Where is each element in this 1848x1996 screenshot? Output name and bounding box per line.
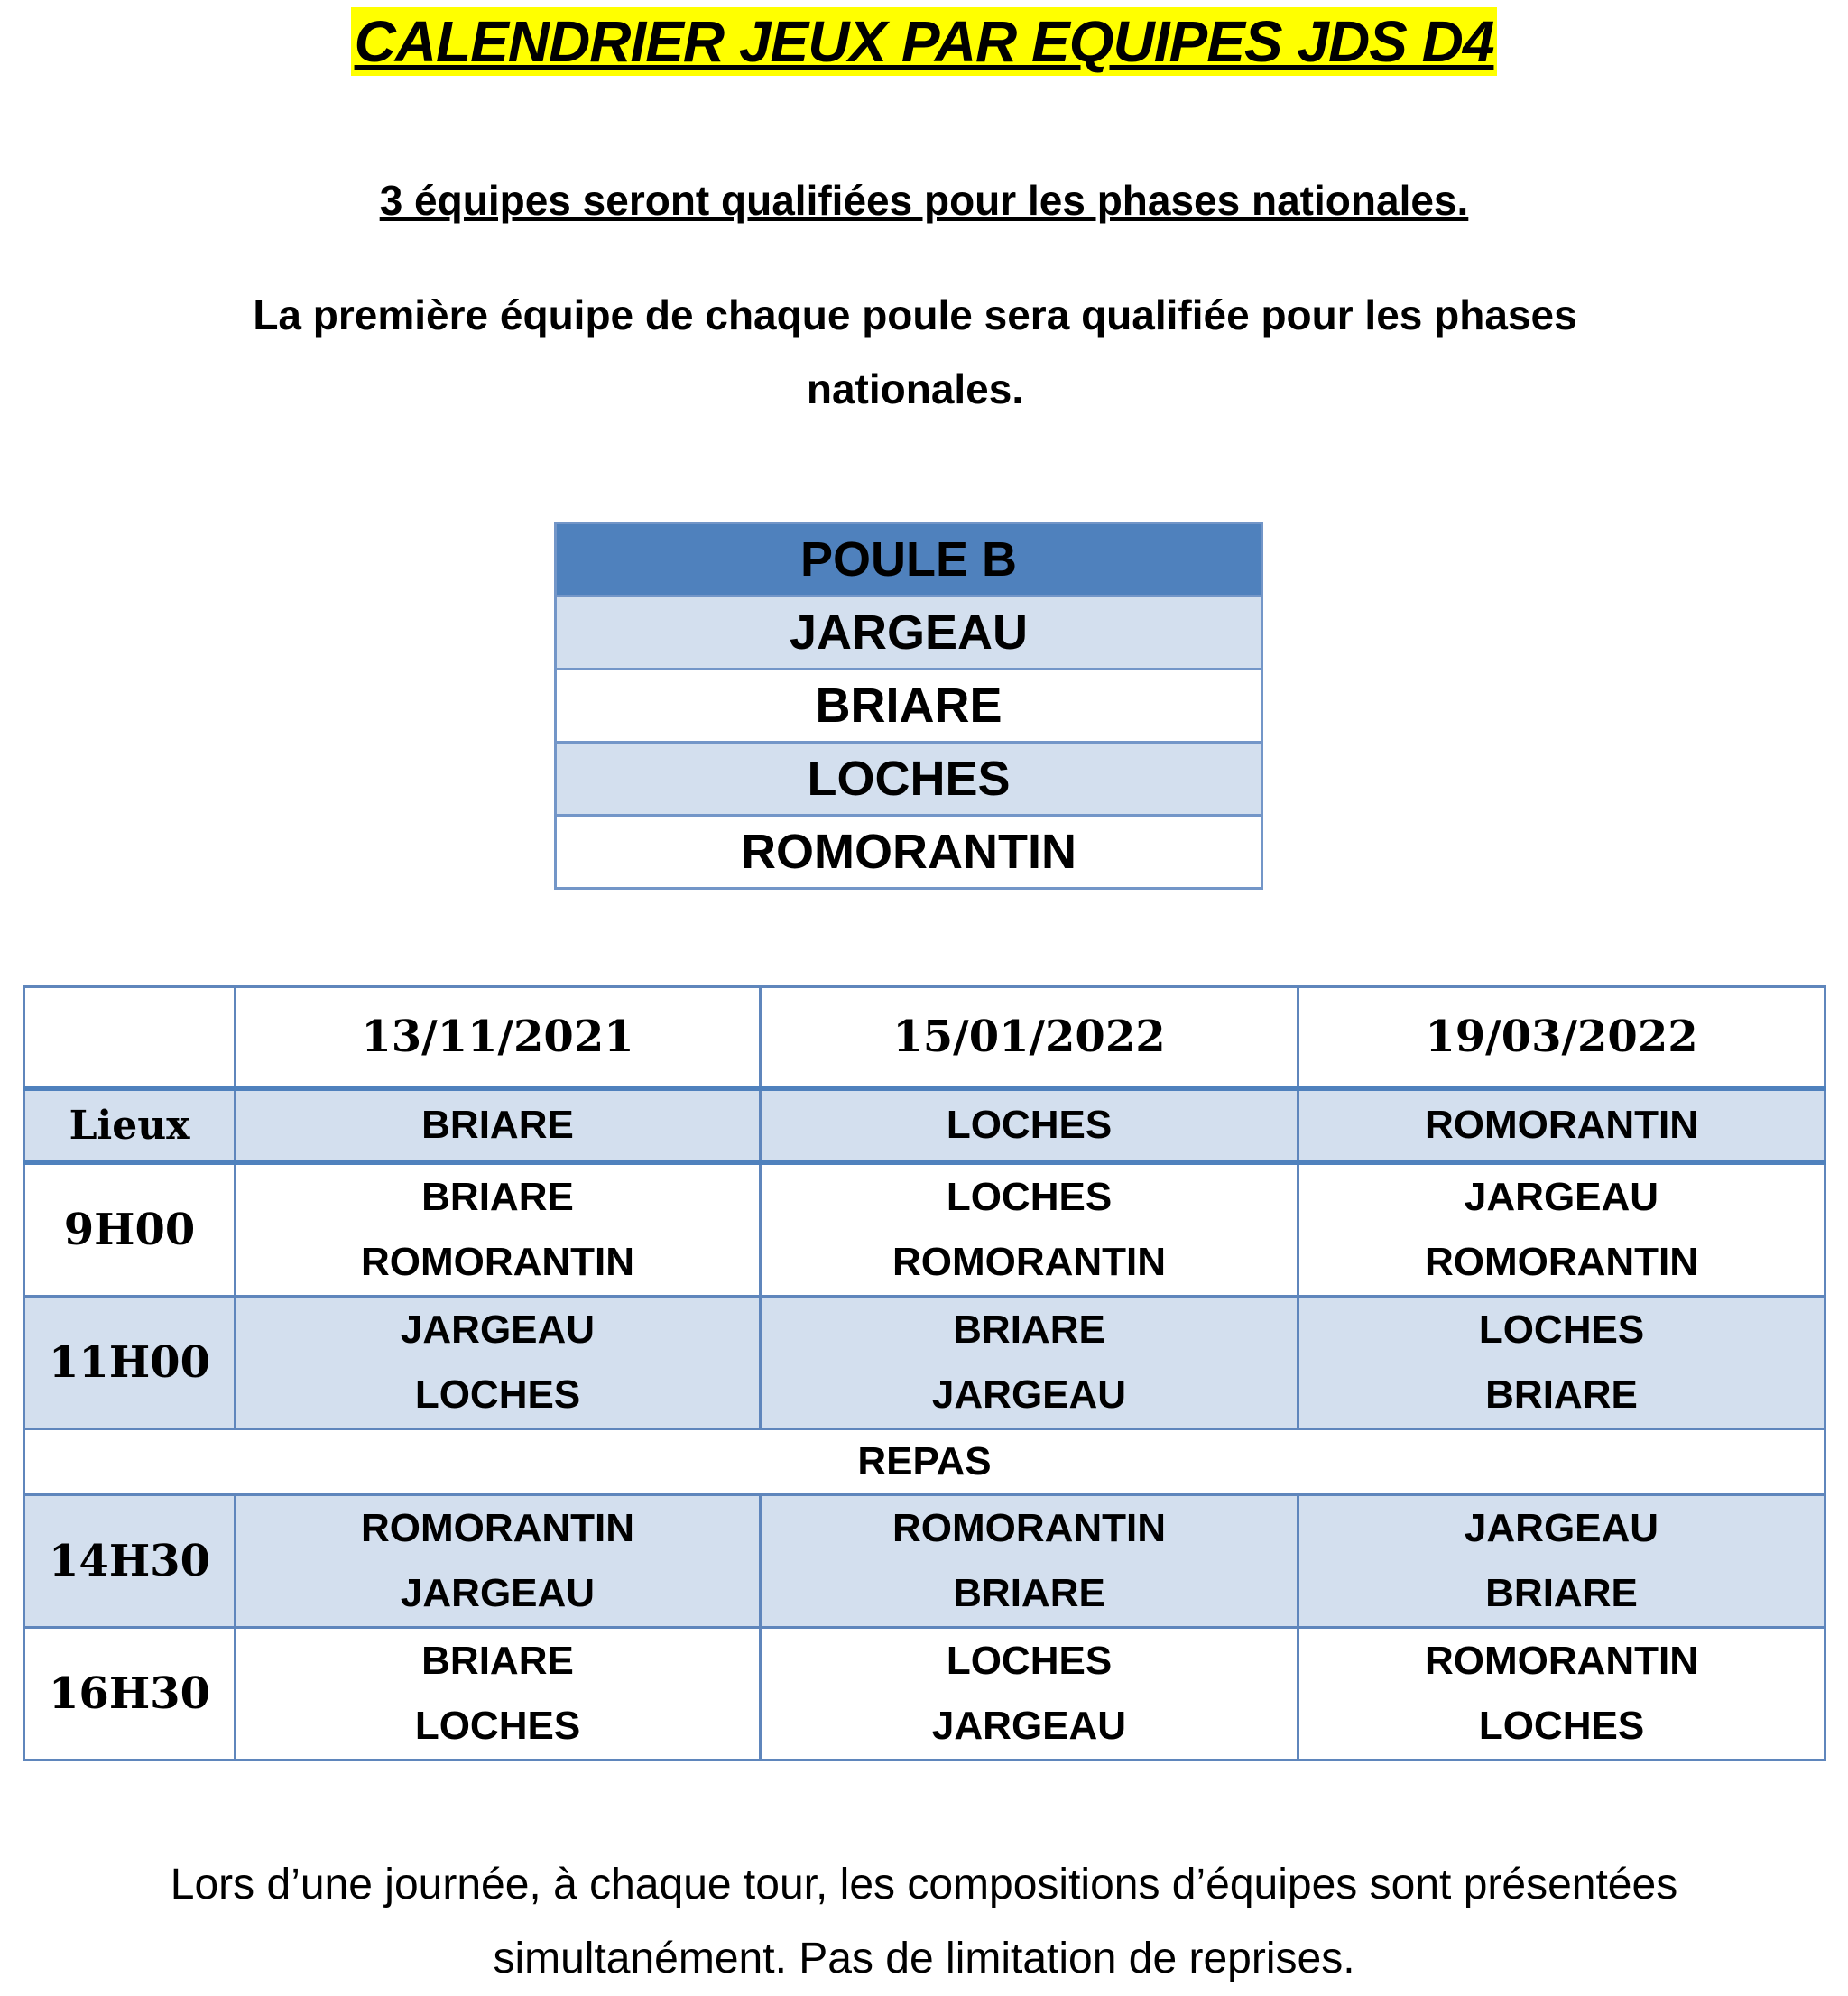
team-name: LOCHES	[1478, 1308, 1645, 1352]
team-name: BRIARE	[953, 1571, 1105, 1615]
team-name: JARGEAU	[400, 1571, 596, 1615]
team-name: JARGEAU	[400, 1308, 596, 1352]
time-cell: 16H30	[24, 1628, 236, 1760]
team-name: BRIARE	[953, 1308, 1105, 1352]
team-name: ROMORANTIN	[1424, 1639, 1699, 1683]
team-name: LOCHES	[414, 1704, 581, 1748]
repas-row	[24, 1429, 1825, 1495]
match-cell	[1298, 1162, 1825, 1297]
lieu-cell: ROMORANTIN	[1298, 1088, 1825, 1162]
team-name: ROMORANTIN	[892, 1240, 1167, 1284]
empty-corner-cell	[24, 987, 236, 1089]
repas-cell: REPAS	[24, 1429, 1825, 1495]
team-name: JARGEAU	[1464, 1506, 1659, 1550]
team-name: LOCHES	[414, 1372, 581, 1417]
match-cell	[761, 1495, 1298, 1628]
match-cell	[761, 1162, 1298, 1297]
time-cell: 11H00	[24, 1297, 236, 1429]
date-header: 13/11/2021	[236, 987, 761, 1089]
match-cell	[1298, 1297, 1825, 1429]
date-header: 19/03/2022	[1298, 987, 1825, 1089]
team-name: JARGEAU	[931, 1704, 1127, 1748]
time-slot-row	[24, 1297, 1825, 1429]
match-cell	[1298, 1495, 1825, 1628]
intro-paragraph: La première équipe de chaque poule sera qualifiée pour les phases nationales.	[253, 291, 1577, 412]
match-cell	[761, 1628, 1298, 1760]
team-name: LOCHES	[946, 1175, 1113, 1219]
dates-row	[24, 987, 1825, 1089]
team-name: BRIARE	[421, 1175, 574, 1219]
team-name: BRIARE	[1485, 1372, 1638, 1417]
team-name: ROMORANTIN	[1424, 1240, 1699, 1284]
poule-team: ROMORANTIN	[556, 816, 1262, 889]
qualification-subtitle: 3 équipes seront qualifiées pour les phases nationales.	[379, 177, 1469, 224]
time-slot-row	[24, 1495, 1825, 1628]
lieu-cell: LOCHES	[761, 1088, 1298, 1162]
team-name: JARGEAU	[1464, 1175, 1659, 1219]
match-cell	[761, 1297, 1298, 1429]
time-cell: 14H30	[24, 1495, 236, 1628]
poule-team: LOCHES	[556, 743, 1262, 816]
team-name: BRIARE	[1485, 1571, 1638, 1615]
match-cell	[1298, 1628, 1825, 1760]
match-cell	[236, 1495, 761, 1628]
poule-team: BRIARE	[556, 670, 1262, 743]
match-cell	[236, 1628, 761, 1760]
team-name: ROMORANTIN	[360, 1506, 635, 1550]
time-cell: 9H00	[24, 1162, 236, 1297]
lieux-label: Lieux	[24, 1088, 236, 1162]
team-name: LOCHES	[946, 1639, 1113, 1683]
date-header: 15/01/2022	[761, 987, 1298, 1089]
poule-table	[554, 522, 1263, 890]
match-cell	[236, 1162, 761, 1297]
poule-team: JARGEAU	[556, 596, 1262, 670]
time-slot-row	[24, 1628, 1825, 1760]
lieu-cell: BRIARE	[236, 1088, 761, 1162]
time-slot-row	[24, 1162, 1825, 1297]
team-name: JARGEAU	[931, 1372, 1127, 1417]
team-name: BRIARE	[421, 1639, 574, 1683]
title-wrapper	[0, 7, 1848, 76]
schedule-table	[23, 985, 1826, 1761]
lieux-row	[24, 1088, 1825, 1162]
footer-note: Lors d’une journée, à chaque tour, les compositions d’équipes sont présentées simultanément. Pas de limitation de reprises.	[170, 1861, 1678, 1982]
team-name: ROMORANTIN	[892, 1506, 1167, 1550]
team-name: ROMORANTIN	[360, 1240, 635, 1284]
match-cell	[236, 1297, 761, 1429]
document-title: CALENDRIER JEUX PAR EQUIPES JDS D4	[351, 7, 1498, 76]
poule-header: POULE B	[556, 523, 1262, 596]
team-name: LOCHES	[1478, 1704, 1645, 1748]
